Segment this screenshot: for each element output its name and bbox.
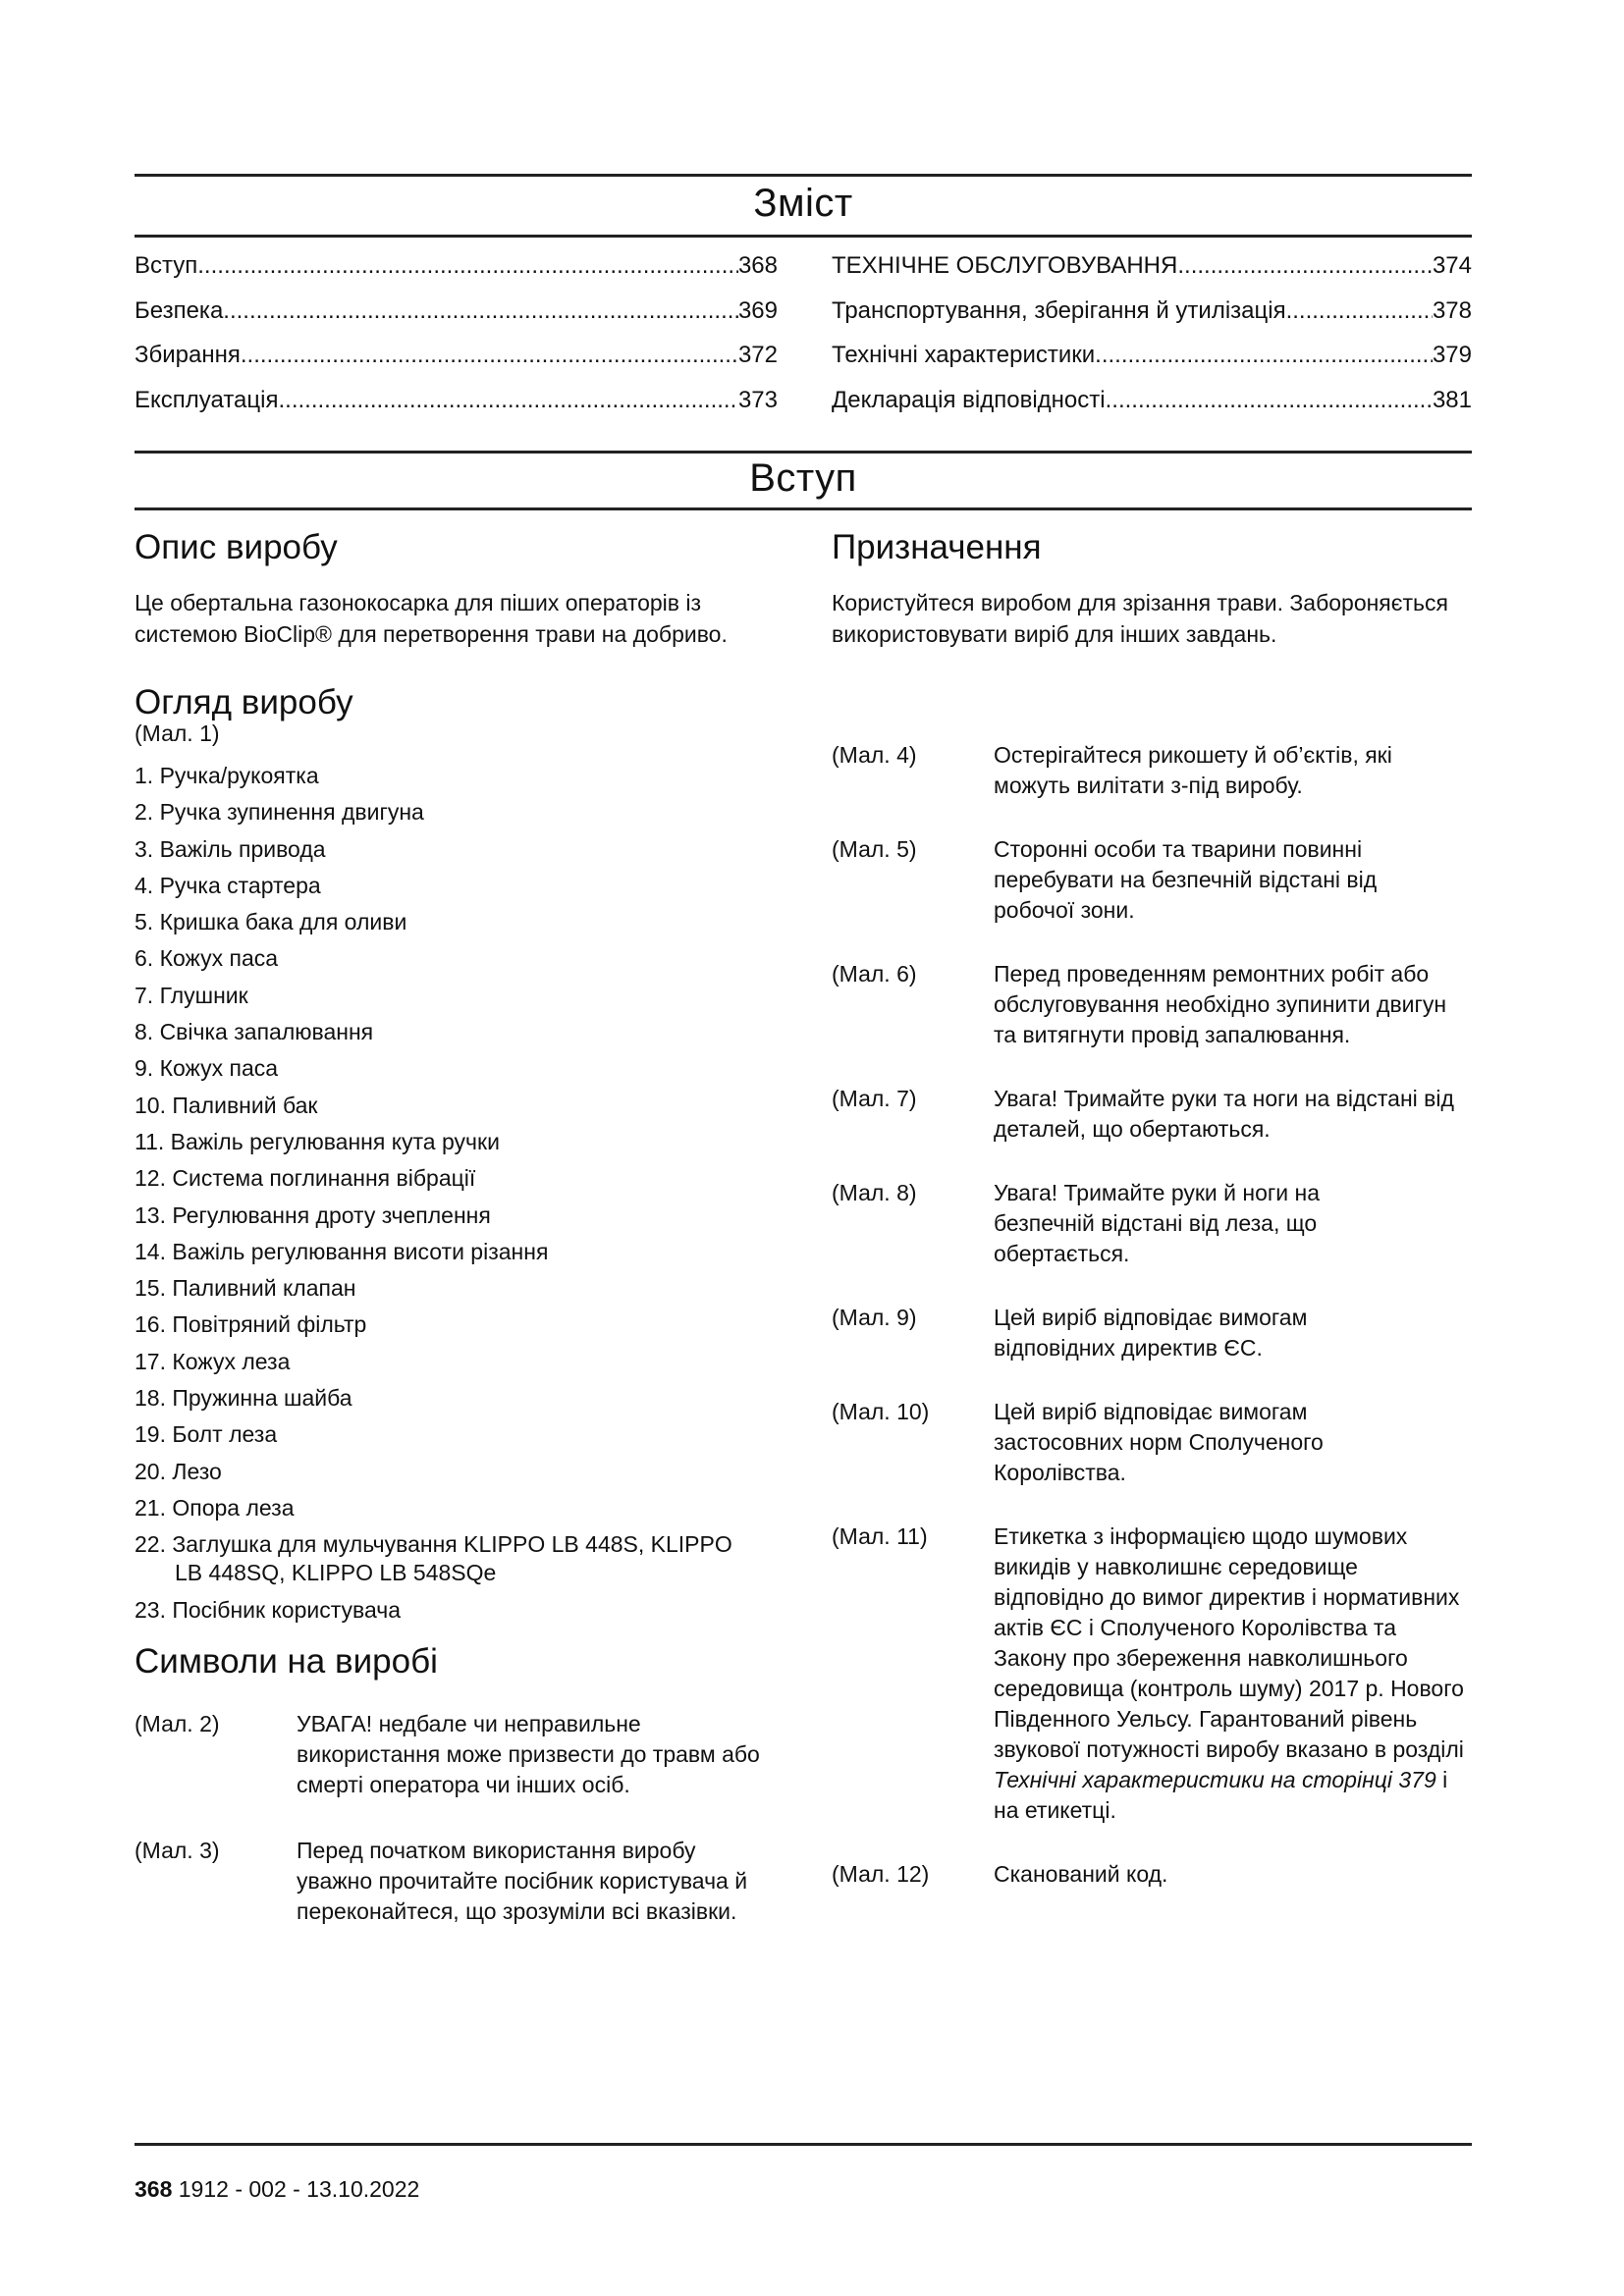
list-item: 7. Глушник [135, 982, 248, 1008]
purpose-text: Користуйтеся виробом для зрізання трави. Забороняється використовувати виріб для інших завдань. [832, 590, 1448, 647]
symbol-description: Перед проведенням ремонтних робіт або обслуговування необхідно зупинити двигун та витягнути провід запалювання. [994, 961, 1447, 1047]
symbol-description: Цей виріб відповідає вимогам застосовних норм Сполученого Королівства. [994, 1399, 1324, 1485]
section-title-rule [135, 507, 1472, 510]
list-item: 18. Пружинна шайба [135, 1385, 352, 1412]
symbol-entry [832, 1397, 1472, 1488]
symbol-figure-ref: (Мал. 5) [832, 836, 917, 862]
toc-entry[interactable]: Експлуатація ..... 373 [135, 386, 778, 415]
toc-entry[interactable]: ТЕХНІЧНЕ ОБСЛУГОВУВАННЯ ..... 374 [832, 251, 1472, 281]
purpose-heading: Призначення [832, 528, 1042, 566]
symbol-description: Перед початком використання виробу уважно прочитайте посібник користувача й переконайтеся, що зрозуміли всі вказівки. [297, 1837, 748, 1924]
right-column [832, 528, 1472, 1890]
overview-parts-list [135, 762, 743, 1625]
list-item: 4. Ручка стартера [135, 872, 321, 898]
list-item: 2. Ручка зупинення двигуна [135, 799, 424, 826]
symbol-description: Сканований код. [994, 1861, 1168, 1887]
list-item: 11. Важіль регулювання кута ручки [135, 1128, 500, 1154]
overview-heading: Огляд виробу [135, 683, 353, 721]
list-item: 17. Кожух леза [135, 1348, 291, 1374]
symbol-description: Остерігайтеся рикошету й об’єктів, які можуть вилітати з-під виробу. [994, 742, 1392, 798]
list-item: 10. Паливний бак [135, 1092, 318, 1118]
toc-entry[interactable]: Вступ ..... 368 [135, 251, 778, 281]
symbol-entry [832, 1859, 1472, 1890]
symbol-entry [832, 1084, 1472, 1145]
symbol-description: Сторонні особи та тварини повинні перебувати на безпечній відстані від робочої зони. [994, 836, 1378, 923]
toc-left-column [135, 251, 778, 430]
top-rule [135, 174, 1472, 177]
list-item: 13. Регулювання дроту зчеплення [135, 1201, 491, 1228]
product-description-heading: Опис виробу [135, 528, 338, 566]
toc-entry[interactable]: Транспортування, зберігання й утилізація ..... 378 [832, 296, 1472, 326]
list-item: 16. Повітряний фільтр [135, 1311, 367, 1338]
list-item: 19. Болт леза [135, 1421, 278, 1448]
list-item: 20. Лезо [135, 1458, 222, 1484]
symbol-entry [832, 959, 1472, 1050]
left-column [135, 528, 783, 1927]
list-item: 22. Заглушка для мульчування KLIPPO LB 448S, KLIPPO LB 448SQ, KLIPPO LB 548SQe [135, 1531, 732, 1586]
toc-entry[interactable]: Безпека ..... 369 [135, 296, 778, 326]
symbol-figure-ref: (Мал. 7) [832, 1086, 917, 1111]
toc-entry[interactable]: Технічні характеристики ..... 379 [832, 341, 1472, 370]
overview-figure-ref: (Мал. 1) [135, 721, 220, 746]
toc-entry[interactable]: Декларація відповідності ..... 381 [832, 386, 1472, 415]
section-top-rule [135, 451, 1472, 454]
symbol-figure-ref: (Мал. 10) [832, 1399, 930, 1424]
symbol-entry [832, 1303, 1472, 1363]
symbol-description: УВАГА! недбале чи неправильне використання може призвести до травм або смерті оператора чи інших осіб. [297, 1710, 760, 1797]
product-description-text: Це обертальна газонокосарка для піших операторів із системою BioClip® для перетворення трави на добриво. [135, 590, 728, 647]
list-item: 15. Паливний клапан [135, 1275, 356, 1302]
toc-right-column [832, 251, 1472, 430]
spec-page-link[interactable]: Технічні характеристики на сторінці 379 [994, 1767, 1436, 1792]
list-item: 9. Кожух паса [135, 1055, 279, 1082]
symbol-figure-ref: (Мал. 4) [832, 742, 917, 768]
symbol-description: Увага! Тримайте руки й ноги на безпечній відстані від леза, що обертається. [994, 1180, 1321, 1266]
symbol-figure-ref: (Мал. 2) [135, 1710, 220, 1736]
symbol-description: Цей виріб відповідає вимогам відповідних директив ЄС. [994, 1305, 1308, 1361]
list-item: 1. Ручка/рукоятка [135, 763, 319, 788]
page-number: 368 [135, 2176, 173, 2202]
toc-title: Зміст [753, 182, 853, 225]
symbol-figure-ref: (Мал. 8) [832, 1180, 917, 1205]
document-id: 1912 - 002 - 13.10.2022 [178, 2176, 420, 2202]
page-footer [135, 2174, 419, 2204]
list-item: 6. Кожух паса [135, 945, 279, 972]
symbol-entry [135, 1836, 783, 1927]
footer-rule [135, 2143, 1472, 2146]
symbol-entry [135, 1709, 783, 1800]
section-title: Вступ [749, 456, 857, 500]
symbol-figure-ref: (Мал. 6) [832, 961, 917, 987]
symbol-description: Увага! Тримайте руки та ноги на відстані від деталей, що обертаються. [994, 1086, 1454, 1142]
symbol-figure-ref: (Мал. 3) [135, 1837, 220, 1863]
symbol-entry [832, 740, 1472, 801]
toc-entry[interactable]: Збирання ..... 372 [135, 341, 778, 370]
list-item: 3. Важіль привода [135, 835, 326, 862]
symbol-entry [832, 834, 1472, 926]
symbol-figure-ref: (Мал. 12) [832, 1861, 930, 1887]
symbol-entry [832, 1178, 1472, 1269]
symbol-entry [832, 1522, 1472, 1826]
symbol-figure-ref: (Мал. 11) [832, 1523, 928, 1549]
list-item: 8. Свічка запалювання [135, 1019, 374, 1045]
list-item: 21. Опора леза [135, 1494, 295, 1521]
toc-title-rule [135, 235, 1472, 238]
symbol-figure-ref: (Мал. 9) [832, 1305, 917, 1330]
list-item: 5. Кришка бака для оливи [135, 909, 407, 935]
list-item: 12. Система поглинання вібрації [135, 1165, 476, 1192]
symbols-heading: Символи на виробі [135, 1641, 438, 1681]
list-item: 14. Важіль регулювання висоти різання [135, 1238, 549, 1264]
symbol-description: Етикетка з інформацією щодо шумових викидів у навколишнє середовище відповідно до вимог директив і нормативних актів ЄС і Сполученого Королівства та Закону про збереження навколишнього середовища (контроль шуму) 2017 р. Нового Південного Уельсу. Гарантований рівень звукової потужності виробу вказано в розділі Технічні характеристики на сторінці 379 і на етикетці. [994, 1523, 1464, 1823]
list-item: 23. Посібник користувача [135, 1596, 402, 1623]
